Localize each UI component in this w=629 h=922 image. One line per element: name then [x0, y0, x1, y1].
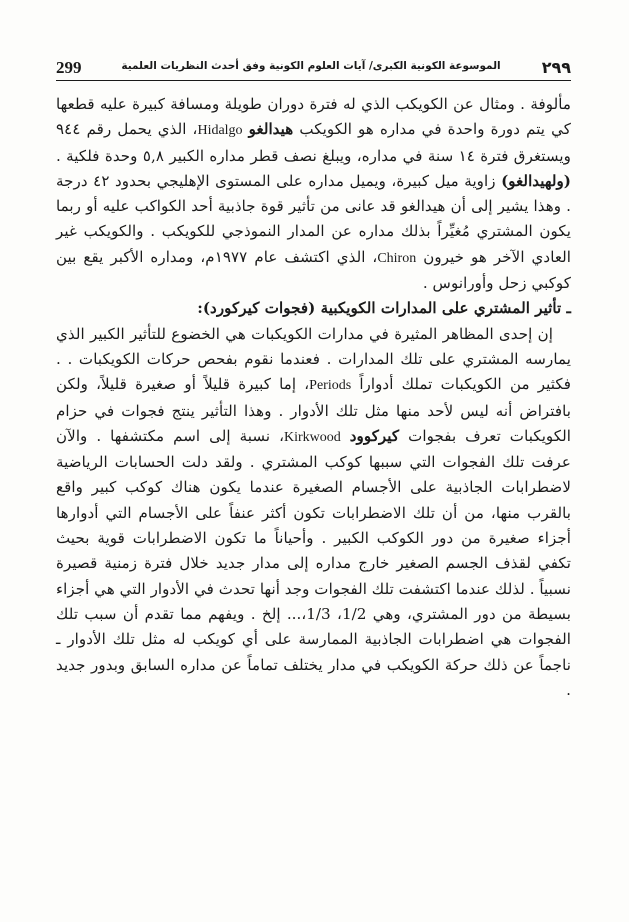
para1-text-4: ، الذي اكتشف عام ١٩٧٧م، ومداره الأكبر يقع بين كوكبي زحل وأورانوس . [56, 247, 571, 293]
para2-text-2: ، إما كبيرة قليلاً أو صغيرة قليلاً، ولكن بافتراض أنه ليس لأحد منها مثل تلك الأدوار . وهذا التأثير ينتج فجوات في حزام الكويكبات تعرف بفجوات [56, 375, 572, 445]
body-text [56, 92, 571, 703]
term-kirkwood: كيركوود [349, 426, 400, 445]
page-number-latin: 299 [56, 58, 82, 77]
term-hidalgo-paren: (ولهيدالغو) [501, 171, 571, 190]
para2-text-1: إن إحدى المظاهر المثيرة في مدارات الكويكبات هي الخضوع للتأثير الكبير الذي يمارسه المشتري على تلك المدارات . فعندما نقوم بفحص حركات الكويكبات . . فكثير من الكويكبات تملك أدواراً [56, 324, 571, 394]
term-hidalgo: هيدالغو [248, 120, 294, 139]
page-header [56, 58, 571, 80]
para1-text-3: زاوية ميل كبيرة، ويميل مداره على المستوى الإهليجي بحدود ٤٢ درجة . وهذا يشير إلى أن هيدالغو قد عانى من تأثير قوة جاذبية أحد الكواكب عليه أو ربما يكون المشتري مُغيِّراً بذلك مداره عن المدار النموذجي للكويكب . والكويكب غير العادي الآخر هو خيرون [56, 171, 571, 266]
paragraph-hidalgo [56, 92, 571, 296]
paragraph-kirkwood [56, 322, 571, 703]
section-heading: ـ تأثير المشتري على المدارات الكويكبية (فجوات كيركورد): [197, 299, 571, 318]
latin-periods: Periods [309, 378, 352, 394]
para2-text-3: ، نسبة إلى اسم مكتشفها . والآن عرفت تلك الفجوات التي سببها كوكب المشتري . ولقد دلت الحسابات الرياضية لاضطرابات الجاذبية على الأجسام الصغيرة عندما يكون هناك كوكب كبير واقع بالقرب منها، من أن تلك الاضطرابات تكون أكثر عنفاً على الأجسام التي أدوارها أجزاء صغيرة من دور الكوكب الكبير . وأحياناً ما تكون الاضطرابات قوية بحيث تكفي لقذف الجسم الصغير خارج مداره إلى مدار جديد خلال فترة زمنية قصيرة نسبياً . لذلك عندما اكتشفت تلك الفجوات وجد أنها تحدث في الأدوار التي هي أجزاء بسيطة من دور المشتري، وهي 1/2، 1/3،... إلخ . ويفهم مما تقدم أن سبب تلك الفجوات هي اضطرابات الجاذبية الممارسة على أي كويكب له مثل تلك الأدوار ـ ناجماً عن ذلك حركة الكويكب في مدار يختلف تماماً عن مداره السابق وبدور جديد . [56, 426, 572, 699]
page-number-arabic: ٢٩٩ [541, 58, 571, 77]
para1-text-2: ، الذي يحمل رقم ٩٤٤ ويستغرق فترة ١٤ سنة في مداره، ويبلغ نصف قطر مداره الكبير ٥,٨ وحدة فلكية . [56, 120, 571, 165]
header-rule [56, 80, 571, 81]
para1-text-1: مألوفة . ومثال عن الكويكب الذي له فترة دوران طويلة ومسافة كبيرة عليه قطعها كي يتم دورة واحدة في مداره هو الكويكب [56, 95, 572, 139]
running-title: الموسوعة الكونية الكبرى/ آيات العلوم الكونية وفق أحدث النظريات العلمية [121, 60, 501, 72]
latin-kirkwood: Kirkwood [283, 429, 341, 445]
latin-hidalgo: Hidalgo [197, 123, 243, 139]
latin-chiron: Chiron [377, 250, 417, 266]
